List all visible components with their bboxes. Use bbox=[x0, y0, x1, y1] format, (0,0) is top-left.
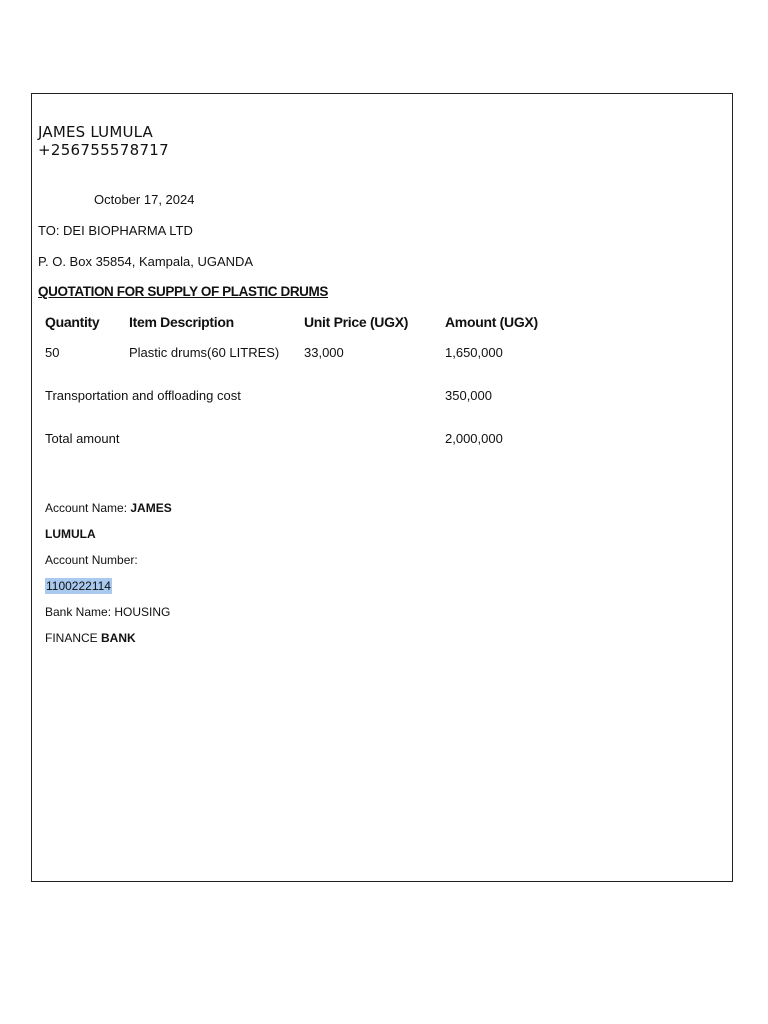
bank-name-line bbox=[45, 631, 136, 645]
sender-phone: +256755578717 bbox=[38, 141, 169, 159]
item-amount: 1,650,000 bbox=[445, 345, 503, 360]
header-description: Item Description bbox=[129, 314, 234, 330]
account-number-label: Account Number: bbox=[45, 553, 138, 567]
item-description: Plastic drums(60 LITRES) bbox=[129, 345, 280, 360]
letter-date: October 17, 2024 bbox=[94, 192, 195, 207]
header-quantity: Quantity bbox=[45, 314, 100, 330]
document-page bbox=[31, 93, 733, 882]
account-number-line bbox=[45, 579, 112, 593]
sender-name: JAMES LUMULA bbox=[38, 123, 154, 141]
quotation-title: QUOTATION FOR SUPPLY OF PLASTIC DRUMS bbox=[38, 284, 328, 299]
header-unit-price: Unit Price (UGX) bbox=[304, 314, 409, 330]
account-name-second: LUMULA bbox=[45, 527, 96, 541]
bank-name-cont: FINANCE bbox=[45, 631, 102, 645]
account-name-first: JAMES bbox=[130, 501, 172, 515]
bank-name-label: Bank Name: HOUSING bbox=[45, 605, 171, 619]
total-label: Total amount bbox=[45, 431, 120, 446]
recipient-address: P. O. Box 35854, Kampala, UGANDA bbox=[38, 254, 254, 269]
account-name-line bbox=[45, 501, 172, 515]
total-amount: 2,000,000 bbox=[445, 431, 503, 446]
item-unit-price: 33,000 bbox=[304, 345, 344, 360]
transport-amount: 350,000 bbox=[445, 388, 492, 403]
header-amount: Amount (UGX) bbox=[445, 314, 538, 330]
recipient-line: TO: DEI BIOPHARMA LTD bbox=[38, 223, 193, 238]
transport-label: Transportation and offloading cost bbox=[45, 388, 241, 403]
bank-name-bold: BANK bbox=[101, 631, 136, 645]
item-quantity: 50 bbox=[45, 345, 60, 360]
account-number-value: 1100222114 bbox=[46, 579, 111, 593]
account-name-label: Account Name: bbox=[45, 501, 131, 515]
